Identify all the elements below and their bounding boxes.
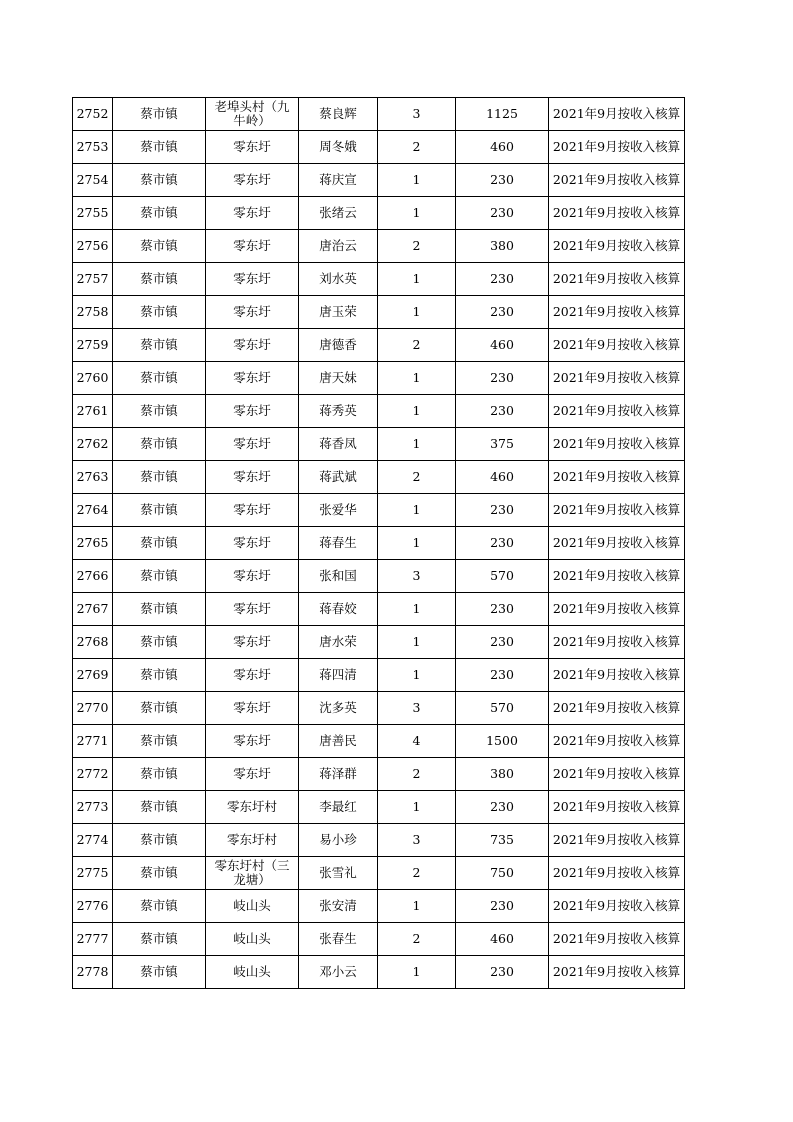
row-number-cell: 2764 (73, 494, 113, 527)
person-name-cell: 李最红 (299, 791, 378, 824)
note-cell: 2021年9月按收入核算 (549, 659, 685, 692)
row-number-cell: 2770 (73, 692, 113, 725)
amount-cell: 230 (456, 956, 549, 989)
table-row (73, 263, 685, 296)
village-cell: 零东圩 (206, 329, 299, 362)
village-cell: 零东圩 (206, 758, 299, 791)
person-name-cell: 蒋秀英 (299, 395, 378, 428)
note-cell: 2021年9月按收入核算 (549, 131, 685, 164)
village-cell: 老埠头村（九牛岭） (206, 98, 299, 131)
amount-cell: 735 (456, 824, 549, 857)
person-name-cell: 蒋泽群 (299, 758, 378, 791)
town-cell: 蔡市镇 (113, 791, 206, 824)
row-number-cell: 2777 (73, 923, 113, 956)
village-cell: 零东圩 (206, 131, 299, 164)
village-cell: 零东圩 (206, 626, 299, 659)
amount-cell: 1500 (456, 725, 549, 758)
note-cell: 2021年9月按收入核算 (549, 956, 685, 989)
person-name-cell: 张绪云 (299, 197, 378, 230)
person-name-cell: 刘水英 (299, 263, 378, 296)
row-number-cell: 2772 (73, 758, 113, 791)
table-row (73, 857, 685, 890)
amount-cell: 570 (456, 692, 549, 725)
note-cell: 2021年9月按收入核算 (549, 164, 685, 197)
note-cell: 2021年9月按收入核算 (549, 593, 685, 626)
person-name-cell: 蒋庆宣 (299, 164, 378, 197)
town-cell: 蔡市镇 (113, 857, 206, 890)
amount-cell: 230 (456, 296, 549, 329)
row-number-cell: 2753 (73, 131, 113, 164)
person-name-cell: 沈多英 (299, 692, 378, 725)
table-row (73, 758, 685, 791)
household-count-cell: 3 (378, 824, 456, 857)
household-count-cell: 1 (378, 395, 456, 428)
note-cell: 2021年9月按收入核算 (549, 890, 685, 923)
table-row (73, 560, 685, 593)
row-number-cell: 2767 (73, 593, 113, 626)
person-name-cell: 唐治云 (299, 230, 378, 263)
row-number-cell: 2758 (73, 296, 113, 329)
town-cell: 蔡市镇 (113, 98, 206, 131)
person-name-cell: 唐德香 (299, 329, 378, 362)
table-row (73, 494, 685, 527)
amount-cell: 460 (456, 329, 549, 362)
person-name-cell: 张春生 (299, 923, 378, 956)
household-count-cell: 2 (378, 758, 456, 791)
town-cell: 蔡市镇 (113, 527, 206, 560)
household-count-cell: 3 (378, 98, 456, 131)
person-name-cell: 唐水荣 (299, 626, 378, 659)
person-name-cell: 张安清 (299, 890, 378, 923)
row-number-cell: 2761 (73, 395, 113, 428)
note-cell: 2021年9月按收入核算 (549, 461, 685, 494)
table-row (73, 395, 685, 428)
row-number-cell: 2763 (73, 461, 113, 494)
person-name-cell: 张和国 (299, 560, 378, 593)
town-cell: 蔡市镇 (113, 461, 206, 494)
amount-cell: 230 (456, 494, 549, 527)
town-cell: 蔡市镇 (113, 494, 206, 527)
town-cell: 蔡市镇 (113, 428, 206, 461)
row-number-cell: 2762 (73, 428, 113, 461)
row-number-cell: 2754 (73, 164, 113, 197)
row-number-cell: 2757 (73, 263, 113, 296)
person-name-cell: 张爱华 (299, 494, 378, 527)
row-number-cell: 2774 (73, 824, 113, 857)
row-number-cell: 2773 (73, 791, 113, 824)
table-row (73, 362, 685, 395)
village-cell: 零东圩 (206, 692, 299, 725)
note-cell: 2021年9月按收入核算 (549, 395, 685, 428)
town-cell: 蔡市镇 (113, 890, 206, 923)
note-cell: 2021年9月按收入核算 (549, 791, 685, 824)
town-cell: 蔡市镇 (113, 560, 206, 593)
village-cell: 零东圩 (206, 230, 299, 263)
row-number-cell: 2766 (73, 560, 113, 593)
person-name-cell: 蔡良辉 (299, 98, 378, 131)
table-row (73, 593, 685, 626)
household-count-cell: 2 (378, 329, 456, 362)
household-count-cell: 1 (378, 362, 456, 395)
household-count-cell: 3 (378, 560, 456, 593)
note-cell: 2021年9月按收入核算 (549, 725, 685, 758)
village-cell: 零东圩 (206, 659, 299, 692)
household-count-cell: 2 (378, 131, 456, 164)
town-cell: 蔡市镇 (113, 956, 206, 989)
row-number-cell: 2752 (73, 98, 113, 131)
town-cell: 蔡市镇 (113, 164, 206, 197)
note-cell: 2021年9月按收入核算 (549, 824, 685, 857)
amount-cell: 460 (456, 131, 549, 164)
table-row (73, 164, 685, 197)
person-name-cell: 蒋武斌 (299, 461, 378, 494)
village-cell: 零东圩村 (206, 791, 299, 824)
table-row (73, 824, 685, 857)
note-cell: 2021年9月按收入核算 (549, 428, 685, 461)
row-number-cell: 2765 (73, 527, 113, 560)
amount-cell: 380 (456, 758, 549, 791)
village-cell: 零东圩 (206, 362, 299, 395)
table-row (73, 296, 685, 329)
table-row (73, 659, 685, 692)
household-count-cell: 1 (378, 659, 456, 692)
amount-cell: 230 (456, 593, 549, 626)
town-cell: 蔡市镇 (113, 230, 206, 263)
amount-cell: 230 (456, 395, 549, 428)
amount-cell: 460 (456, 461, 549, 494)
town-cell: 蔡市镇 (113, 923, 206, 956)
note-cell: 2021年9月按收入核算 (549, 692, 685, 725)
table-row (73, 791, 685, 824)
town-cell: 蔡市镇 (113, 362, 206, 395)
town-cell: 蔡市镇 (113, 395, 206, 428)
amount-cell: 230 (456, 263, 549, 296)
note-cell: 2021年9月按收入核算 (549, 494, 685, 527)
household-count-cell: 1 (378, 296, 456, 329)
person-name-cell: 易小珍 (299, 824, 378, 857)
town-cell: 蔡市镇 (113, 659, 206, 692)
note-cell: 2021年9月按收入核算 (549, 923, 685, 956)
table-row (73, 131, 685, 164)
table-row (73, 890, 685, 923)
town-cell: 蔡市镇 (113, 692, 206, 725)
note-cell: 2021年9月按收入核算 (549, 263, 685, 296)
village-cell: 岐山头 (206, 890, 299, 923)
household-count-cell: 1 (378, 593, 456, 626)
town-cell: 蔡市镇 (113, 824, 206, 857)
town-cell: 蔡市镇 (113, 329, 206, 362)
person-name-cell: 邓小云 (299, 956, 378, 989)
town-cell: 蔡市镇 (113, 758, 206, 791)
note-cell: 2021年9月按收入核算 (549, 197, 685, 230)
amount-cell: 570 (456, 560, 549, 593)
person-name-cell: 唐天妹 (299, 362, 378, 395)
village-cell: 零东圩村（三龙塘） (206, 857, 299, 890)
note-cell: 2021年9月按收入核算 (549, 527, 685, 560)
household-count-cell: 1 (378, 791, 456, 824)
amount-cell: 230 (456, 197, 549, 230)
village-cell: 零东圩 (206, 428, 299, 461)
amount-cell: 460 (456, 923, 549, 956)
village-cell: 零东圩 (206, 593, 299, 626)
town-cell: 蔡市镇 (113, 626, 206, 659)
household-count-cell: 1 (378, 890, 456, 923)
person-name-cell: 蒋香凤 (299, 428, 378, 461)
row-number-cell: 2760 (73, 362, 113, 395)
household-count-cell: 2 (378, 230, 456, 263)
amount-cell: 230 (456, 626, 549, 659)
table-row (73, 923, 685, 956)
table-row (73, 329, 685, 362)
person-name-cell: 周冬娥 (299, 131, 378, 164)
note-cell: 2021年9月按收入核算 (549, 230, 685, 263)
note-cell: 2021年9月按收入核算 (549, 296, 685, 329)
table-row (73, 428, 685, 461)
person-name-cell: 唐玉荣 (299, 296, 378, 329)
note-cell: 2021年9月按收入核算 (549, 329, 685, 362)
village-cell: 零东圩 (206, 296, 299, 329)
amount-cell: 750 (456, 857, 549, 890)
table-row (73, 626, 685, 659)
household-count-cell: 1 (378, 197, 456, 230)
note-cell: 2021年9月按收入核算 (549, 758, 685, 791)
row-number-cell: 2775 (73, 857, 113, 890)
household-count-cell: 1 (378, 626, 456, 659)
amount-cell: 380 (456, 230, 549, 263)
household-count-cell: 4 (378, 725, 456, 758)
row-number-cell: 2776 (73, 890, 113, 923)
amount-cell: 1125 (456, 98, 549, 131)
row-number-cell: 2756 (73, 230, 113, 263)
row-number-cell: 2771 (73, 725, 113, 758)
table-row (73, 527, 685, 560)
person-name-cell: 蒋四清 (299, 659, 378, 692)
village-cell: 零东圩 (206, 395, 299, 428)
note-cell: 2021年9月按收入核算 (549, 857, 685, 890)
household-count-cell: 1 (378, 956, 456, 989)
household-count-cell: 1 (378, 428, 456, 461)
amount-cell: 230 (456, 659, 549, 692)
table-row (73, 230, 685, 263)
note-cell: 2021年9月按收入核算 (549, 362, 685, 395)
town-cell: 蔡市镇 (113, 725, 206, 758)
village-cell: 零东圩 (206, 197, 299, 230)
village-cell: 岐山头 (206, 956, 299, 989)
table-row (73, 956, 685, 989)
village-cell: 零东圩 (206, 725, 299, 758)
table-row (73, 725, 685, 758)
amount-cell: 230 (456, 890, 549, 923)
person-name-cell: 蒋春姣 (299, 593, 378, 626)
household-count-cell: 2 (378, 923, 456, 956)
person-name-cell: 蒋春生 (299, 527, 378, 560)
town-cell: 蔡市镇 (113, 263, 206, 296)
note-cell: 2021年9月按收入核算 (549, 560, 685, 593)
household-count-cell: 2 (378, 857, 456, 890)
person-name-cell: 唐善民 (299, 725, 378, 758)
row-number-cell: 2768 (73, 626, 113, 659)
note-cell: 2021年9月按收入核算 (549, 626, 685, 659)
household-count-cell: 2 (378, 461, 456, 494)
village-cell: 岐山头 (206, 923, 299, 956)
town-cell: 蔡市镇 (113, 593, 206, 626)
amount-cell: 375 (456, 428, 549, 461)
table-row (73, 98, 685, 131)
town-cell: 蔡市镇 (113, 296, 206, 329)
amount-cell: 230 (456, 362, 549, 395)
table-body (73, 98, 685, 989)
amount-cell: 230 (456, 791, 549, 824)
household-count-cell: 1 (378, 527, 456, 560)
village-cell: 零东圩 (206, 560, 299, 593)
amount-cell: 230 (456, 527, 549, 560)
table-row (73, 461, 685, 494)
records-table (72, 97, 685, 989)
household-count-cell: 1 (378, 263, 456, 296)
table-row (73, 197, 685, 230)
person-name-cell: 张雪礼 (299, 857, 378, 890)
household-count-cell: 3 (378, 692, 456, 725)
village-cell: 零东圩村 (206, 824, 299, 857)
amount-cell: 230 (456, 164, 549, 197)
row-number-cell: 2759 (73, 329, 113, 362)
row-number-cell: 2778 (73, 956, 113, 989)
village-cell: 零东圩 (206, 164, 299, 197)
village-cell: 零东圩 (206, 527, 299, 560)
table-row (73, 692, 685, 725)
note-cell: 2021年9月按收入核算 (549, 98, 685, 131)
row-number-cell: 2755 (73, 197, 113, 230)
town-cell: 蔡市镇 (113, 131, 206, 164)
row-number-cell: 2769 (73, 659, 113, 692)
household-count-cell: 1 (378, 164, 456, 197)
household-count-cell: 1 (378, 494, 456, 527)
village-cell: 零东圩 (206, 494, 299, 527)
town-cell: 蔡市镇 (113, 197, 206, 230)
village-cell: 零东圩 (206, 461, 299, 494)
village-cell: 零东圩 (206, 263, 299, 296)
